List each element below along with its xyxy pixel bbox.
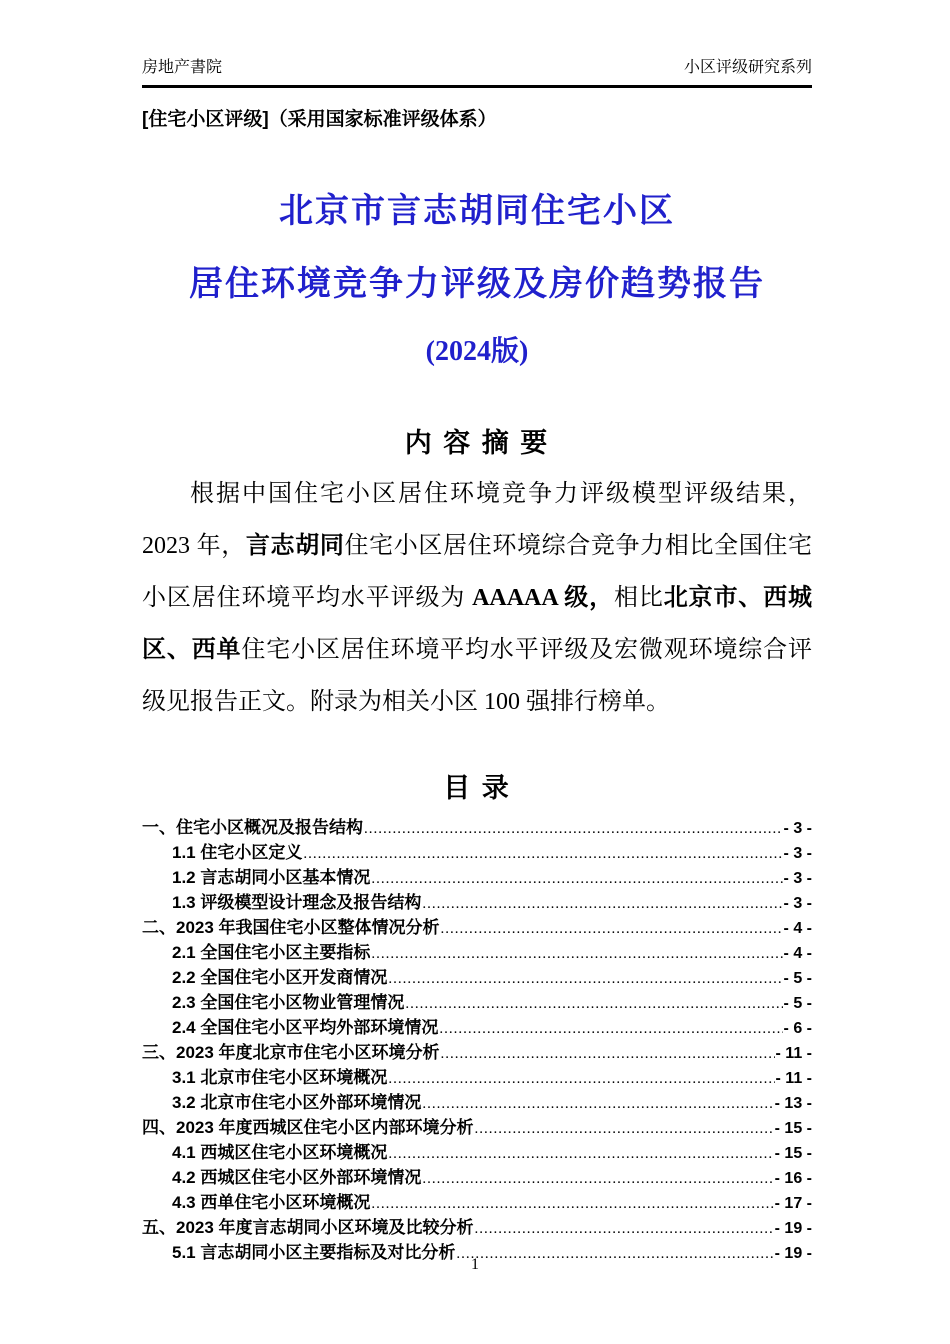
toc-entry-label: 五、2023 年度言志胡同小区环境及比较分析	[142, 1218, 474, 1237]
toc-entry-label: 5.1 言志胡同小区主要指标及对比分析	[172, 1243, 456, 1262]
abstract-text: 根据中国住宅小区居住环境竞争力评级模型评级结果，2023 年，	[142, 481, 812, 559]
toc-entry-page-number: - 16 -	[774, 1170, 812, 1187]
toc-entry-section	[142, 840, 812, 865]
toc-entry-label: 2.1 全国住宅小区主要指标	[172, 943, 371, 962]
toc-entry-page-number: - 4 -	[783, 945, 812, 962]
toc-entry-chapter	[142, 1115, 812, 1140]
toc-leader-dots	[475, 1217, 774, 1242]
toc-entry-label: 1.2 言志胡同小区基本情况	[172, 868, 371, 887]
toc-entry-label: 1.1 住宅小区定义	[172, 843, 303, 862]
toc-leader-dots	[388, 1067, 774, 1092]
abstract-emphasis-text: AAAAA 级，	[472, 585, 614, 611]
report-title-edition: (2024版)	[425, 336, 529, 367]
toc-entry-section	[142, 1165, 812, 1190]
toc-entry-section	[142, 1090, 812, 1115]
toc-entry-page-number: - 11 -	[775, 1045, 812, 1062]
toc-entry-page-number: - 15 -	[774, 1120, 812, 1137]
toc-leader-dots	[475, 1117, 774, 1142]
header-right-text: 小区评级研究系列	[683, 59, 812, 76]
toc-entry-label: 4.3 西单住宅小区环境概况	[172, 1193, 371, 1212]
toc-leader-dots	[371, 1192, 773, 1217]
toc-leader-dots	[388, 967, 782, 992]
toc-entry-page-number: - 17 -	[774, 1195, 812, 1212]
header-left-text: 房地产書院	[142, 59, 223, 76]
abstract-text: 住宅小区居住环境综合竞争力相比全国住宅小区居住环境平均水平评级为	[142, 533, 813, 611]
toc-leader-dots	[422, 892, 782, 917]
toc-leader-dots	[371, 942, 782, 967]
abstract-emphasis-text: 北京市、西城区、西单	[142, 585, 813, 663]
toc-entry-section	[142, 965, 812, 990]
toc-entry-label: 2.3 全国住宅小区物业管理情况	[172, 993, 405, 1012]
toc-entry-section	[142, 1190, 812, 1215]
toc-entry-label: 四、2023 年度西城区住宅小区内部环境分析	[142, 1118, 474, 1137]
toc-entry-page-number: - 13 -	[774, 1095, 812, 1112]
toc-entry-section	[142, 865, 812, 890]
toc-leader-dots	[439, 1017, 782, 1042]
toc-entry-section	[142, 940, 812, 965]
toc-entry-page-number: - 3 -	[783, 870, 812, 887]
page-number: 1	[471, 1256, 479, 1273]
toc-entry-page-number: - 3 -	[783, 820, 812, 837]
toc-leader-dots	[441, 1042, 775, 1067]
toc-entry-page-number: - 19 -	[774, 1245, 812, 1262]
toc-leader-dots	[422, 1167, 773, 1192]
toc-entry-label: 三、2023 年度北京市住宅小区环境分析	[142, 1043, 440, 1062]
title-block	[142, 183, 812, 369]
toc-entry-section	[142, 1015, 812, 1040]
toc-entry-label: 1.3 评级模型设计理念及报告结构	[172, 893, 422, 912]
toc-entry-label: 二、2023 年我国住宅小区整体情况分析	[142, 918, 440, 937]
toc-entry-label: 一、住宅小区概况及报告结构	[142, 818, 363, 837]
toc-entry-page-number: - 5 -	[783, 995, 812, 1012]
toc-entry-label: 4.1 西城区住宅小区环境概况	[172, 1143, 388, 1162]
running-header	[142, 58, 812, 88]
report-title-line1: 北京市言志胡同住宅小区	[279, 193, 675, 230]
toc-entry-chapter	[142, 915, 812, 940]
abstract-text: 住宅小区居住环境平均水平评级及宏微观环境综合评级见报告正文。附录为相关小区 100 强排行榜单。	[142, 637, 813, 715]
toc-entry-chapter	[142, 815, 812, 840]
toc-entry-chapter	[142, 1215, 812, 1240]
toc-entry-label: 4.2 西城区住宅小区外部环境情况	[172, 1168, 422, 1187]
toc-leader-dots	[422, 1092, 773, 1117]
abstract-text: 相比	[613, 585, 664, 611]
report-title-line2: 居住环境竞争力评级及房价趋势报告	[189, 266, 765, 303]
toc-entry-page-number: - 6 -	[783, 1020, 812, 1037]
abstract-heading: 内 容 摘 要	[404, 428, 550, 458]
toc-entry-section	[142, 890, 812, 915]
toc-entry-section	[142, 1065, 812, 1090]
abstract-paragraph	[142, 468, 812, 728]
toc-entry-chapter	[142, 1040, 812, 1065]
toc-leader-dots	[364, 817, 783, 842]
toc-leader-dots	[441, 917, 783, 942]
toc-leader-dots	[405, 992, 782, 1017]
doc-type-label: [住宅小区评级]（采用国家标准评级体系）	[142, 109, 497, 130]
toc-entry-page-number: - 3 -	[783, 845, 812, 862]
toc-entry-label: 3.2 北京市住宅小区外部环境情况	[172, 1093, 422, 1112]
toc-entry-section	[142, 990, 812, 1015]
toc-entry-page-number: - 3 -	[783, 895, 812, 912]
toc-entry-page-number: - 5 -	[783, 970, 812, 987]
toc-entry-label: 3.1 北京市住宅小区环境概况	[172, 1068, 388, 1087]
toc-leader-dots	[371, 867, 782, 892]
toc-heading: 目 录	[443, 773, 511, 803]
toc-entry-page-number: - 15 -	[774, 1145, 812, 1162]
toc-entry-page-number: - 11 -	[775, 1070, 812, 1087]
abstract-emphasis-text: 言志胡同	[245, 533, 345, 559]
toc-entry-label: 2.4 全国住宅小区平均外部环境情况	[172, 1018, 439, 1037]
toc-leader-dots	[388, 1142, 773, 1167]
toc-entry-section	[142, 1140, 812, 1165]
toc-leader-dots	[303, 842, 782, 867]
table-of-contents	[142, 815, 812, 1265]
toc-entry-label: 2.2 全国住宅小区开发商情况	[172, 968, 388, 987]
toc-entry-page-number: - 4 -	[783, 920, 812, 937]
toc-entry-page-number: - 19 -	[774, 1220, 812, 1237]
